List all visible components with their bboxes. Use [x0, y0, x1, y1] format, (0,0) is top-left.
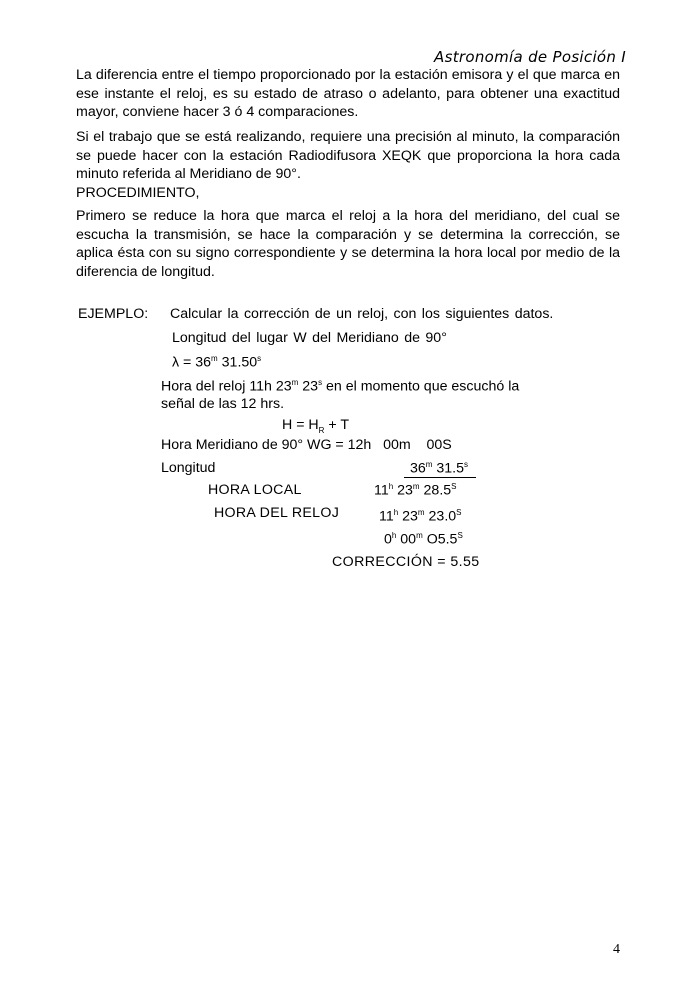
- diferencia-m-unit: m: [416, 531, 423, 540]
- lambda-line: [172, 354, 261, 371]
- sum-underline: [404, 477, 476, 478]
- diferencia-h-unit: h: [391, 531, 397, 540]
- hora-local-a: 11: [374, 482, 389, 499]
- hora-local-label: HORA LOCAL: [208, 482, 302, 498]
- formula-sub: R: [318, 425, 325, 435]
- longitud-b: 31.5: [432, 460, 465, 477]
- longitud-value: [410, 460, 468, 477]
- formula: [282, 417, 349, 435]
- diferencia-c: O5.5: [422, 531, 458, 548]
- reloj-b: 23: [298, 378, 319, 395]
- example-line-2: Longitud del lugar W del Meridiano de 90°: [172, 330, 447, 346]
- longitud-label: Longitud: [161, 460, 216, 476]
- hora-reloj-label: HORA DEL RELOJ: [214, 505, 340, 521]
- hora-reloj-b: 23: [398, 508, 418, 525]
- hora-reloj-a: 11: [379, 508, 394, 525]
- diferencia-s-unit: S: [457, 531, 463, 540]
- lambda-min-unit: m: [211, 354, 218, 363]
- hora-reloj-c: 23.0: [424, 508, 457, 525]
- example-label: EJEMPLO:: [78, 306, 149, 322]
- hora-local-h-unit: h: [388, 482, 394, 491]
- section-heading: PROCEDIMIENTO,: [76, 185, 200, 201]
- paragraph-3: Primero se reduce la hora que marca el reloj a la hora del meridiano, del cual se escucha la transmisión, se hace la comparación y se determina la corrección, se aplica ésta con su signo correspondiente y se determina la hora local por medio de la diferencia de longitud.: [76, 208, 620, 280]
- reloj-c: en el momento que escuchó la: [322, 378, 520, 395]
- formula-b: + T: [324, 417, 350, 433]
- reloj-a: Hora del reloj 11h 23: [161, 378, 292, 395]
- diferencia-b: 00: [396, 531, 417, 548]
- diferencia-value: [384, 531, 463, 548]
- hora-reloj-value: [379, 508, 462, 525]
- hora-reloj-h-unit: h: [393, 508, 399, 517]
- longitud-min-unit: m: [425, 460, 433, 469]
- hora-local-s-unit: S: [451, 482, 457, 491]
- lambda-sec-unit: s: [257, 354, 262, 363]
- hora-local-c: 28.5: [419, 482, 452, 499]
- lambda-eq: = 36: [179, 354, 212, 371]
- reloj-min-unit: m: [291, 378, 299, 387]
- hora-local-b: 23: [393, 482, 413, 499]
- meridiano-line: Hora Meridiano de 90° WG = 12h 00m 00S: [161, 437, 452, 453]
- page-number: 4: [613, 942, 620, 957]
- correccion-result: CORRECCIÓN = 5.55: [332, 554, 480, 570]
- reloj-line-2: señal de las 12 hrs.: [161, 396, 285, 412]
- lambda-symbol: λ: [172, 354, 180, 371]
- example-line-1: Calcular la corrección de un reloj, con los siguientes datos.: [170, 306, 554, 322]
- hora-local-m-unit: m: [412, 482, 420, 491]
- hora-local-value: [374, 482, 457, 499]
- diferencia-a: 0: [384, 531, 392, 548]
- lambda-value: 31.50: [217, 354, 258, 371]
- running-header: Astronomía de Posición I: [434, 48, 626, 66]
- longitud-sec-unit: s: [464, 460, 469, 469]
- reloj-line-1: [161, 378, 519, 395]
- reloj-sec-unit: s: [318, 378, 323, 387]
- longitud-a: 36: [410, 460, 426, 477]
- paragraph-1: La diferencia entre el tiempo proporcionado por la estación emisora y el que marca en ese instante el reloj, es su estado de atraso o adelanto, para obtener una exactitud mayor, conviene hacer 3 ó 4 comparaciones.: [76, 67, 620, 120]
- formula-a: H = H: [282, 417, 319, 433]
- hora-reloj-s-unit: S: [456, 508, 462, 517]
- paragraph-2: Si el trabajo que se está realizando, requiere una precisión al minuto, la comparación se puede hacer con la estación Radiodifusora XEQK que proporciona la hora cada minuto referida al Meridiano de 90°.: [76, 129, 620, 182]
- hora-reloj-m-unit: m: [417, 508, 425, 517]
